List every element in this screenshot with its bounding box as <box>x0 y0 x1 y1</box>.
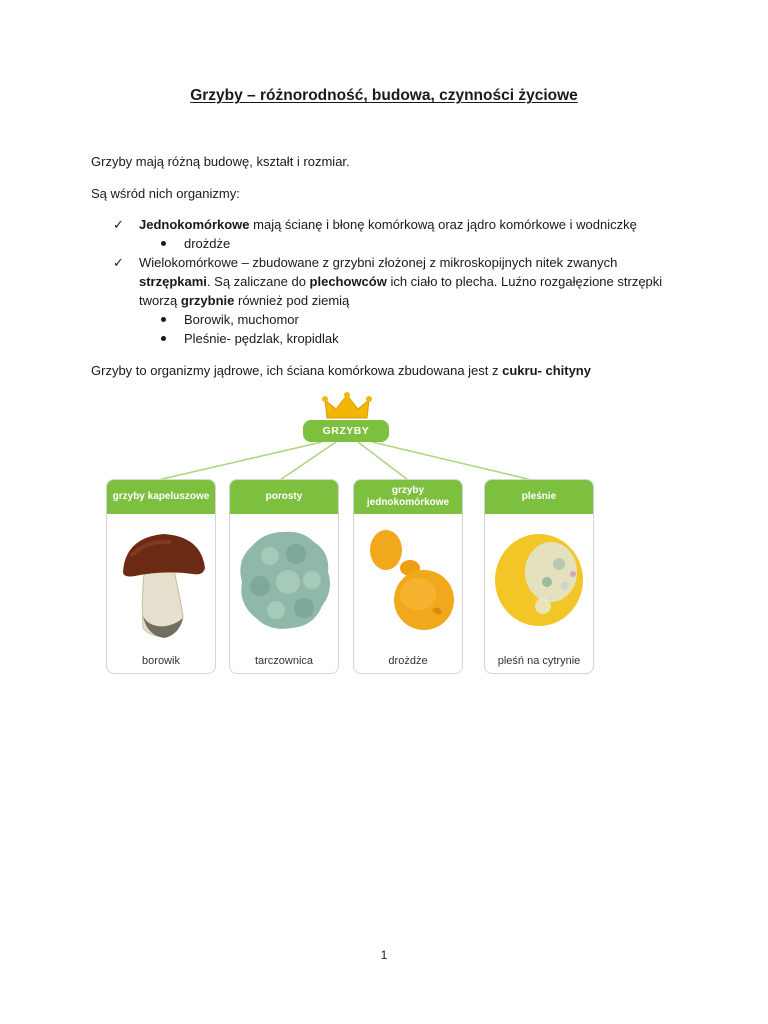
page-number: 1 <box>380 948 388 962</box>
fungi-diagram <box>100 390 600 680</box>
crown-icon <box>322 392 372 422</box>
card-header: pleśnie <box>485 480 593 514</box>
checkmark-icon: ✓ <box>113 217 124 232</box>
lichen-icon <box>230 516 338 646</box>
card-unicellular-fungi <box>353 479 463 674</box>
card-header: grzyby kapeluszowe <box>107 480 215 514</box>
card-caps-fungi <box>106 479 216 674</box>
card-label: borowik <box>142 655 180 667</box>
intro-paragraph: Grzyby mają różną budowę, kształt i rozmiar. <box>91 154 350 169</box>
card-label: pleśń na cytrynie <box>497 655 581 667</box>
card-label: drożdże <box>388 655 428 667</box>
bullet-icon <box>161 336 166 341</box>
moldy-lemon-icon <box>485 516 593 646</box>
yeast-icon <box>354 516 462 646</box>
bullet-icon <box>161 241 166 246</box>
card-lichens <box>229 479 339 674</box>
mushroom-icon <box>107 516 215 646</box>
card-label: tarczownica <box>254 655 314 667</box>
diagram-root-label: GRZYBY <box>303 420 389 442</box>
checklist-text: Wielokomórkowe – zbudowane z grzybni złożonej z mikroskopijnych nitek zwanych strzępkami. Są zaliczane do plechowców ich ciało to plecha. Luźno rozgałęzione strzępki tworzą grzybnie również pod ziemią <box>139 255 663 308</box>
page-title: Grzyby – różnorodność, budowa, czynności życiowe <box>190 87 578 104</box>
bullet-icon <box>161 317 166 322</box>
card-molds <box>484 479 594 674</box>
cell-wall-paragraph: Grzyby to organizmy jądrowe, ich ściana komórkowa zbudowana jest z cukru- chityny <box>91 363 591 378</box>
card-header: porosty <box>230 480 338 514</box>
checkmark-icon: ✓ <box>113 255 124 270</box>
checklist-text: Jednokomórkowe mają ścianę i błonę komórkową oraz jądro komórkowe i wodniczkę <box>139 217 637 232</box>
card-header: grzyby jednokomórkowe <box>354 480 462 514</box>
organisms-paragraph: Są wśród nich organizmy: <box>91 186 240 201</box>
